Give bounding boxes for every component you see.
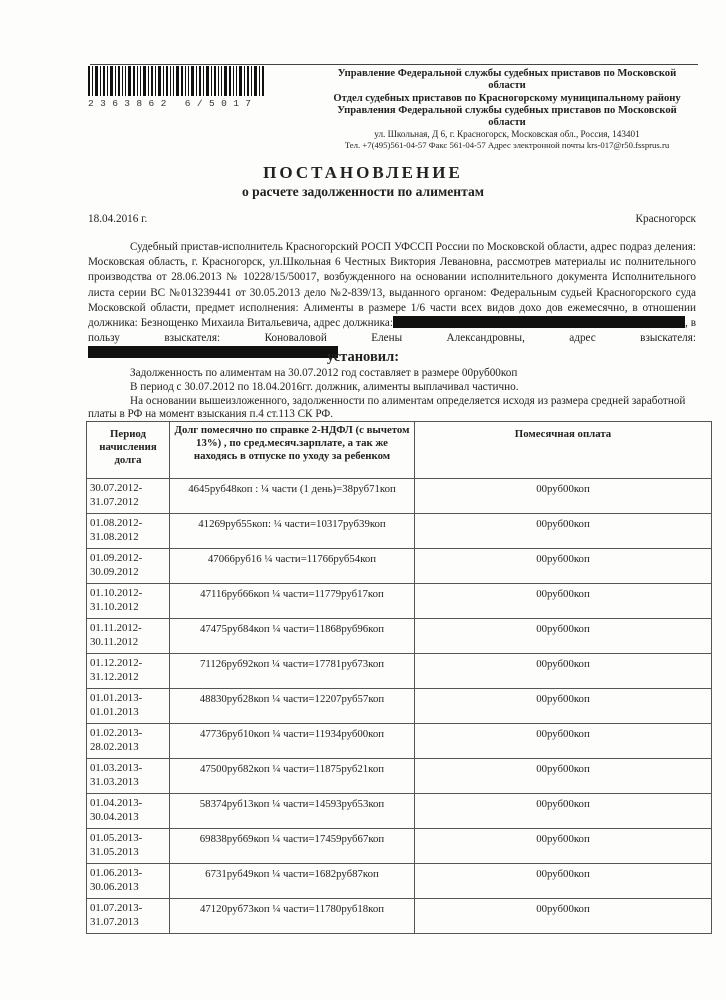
debt-table: [86, 421, 712, 934]
debt-cell: 47736руб10коп ¼ части=11934руб00коп: [170, 724, 415, 759]
debt-cell: 6731руб49коп ¼ части=1682руб87коп: [170, 864, 415, 899]
payment-cell: 00руб00коп: [415, 549, 712, 584]
header-contacts: Тел. +7(495)561-04-57 Факс 561-04-57 Адрес электронной почты krs-017@r50.fssprus.ru: [344, 140, 670, 150]
table-row: [87, 864, 712, 899]
barcode-number: 2363862 6/5017: [88, 98, 258, 109]
period-cell: 01.08.2012-31.08.2012: [87, 514, 170, 549]
table-row: [87, 794, 712, 829]
barcode-image: [88, 66, 264, 96]
payment-cell: 00руб00коп: [415, 759, 712, 794]
period-cell: 01.04.2013-30.04.2013: [87, 794, 170, 829]
table-row: [87, 549, 712, 584]
redacted-block: [393, 316, 507, 328]
debt-cell: 4645руб48коп : ¼ части (1 день)=38руб71коп: [170, 479, 415, 514]
debt-cell: 69838руб69коп ¼ части=17459руб67коп: [170, 829, 415, 864]
period-cell: 01.07.2013-31.07.2013: [87, 899, 170, 934]
table-row: [87, 759, 712, 794]
payment-cell: 00руб00коп: [415, 794, 712, 829]
header-org-line-2: области: [488, 80, 526, 91]
period-cell: 01.09.2012-30.09.2012: [87, 549, 170, 584]
payment-cell: 00руб00коп: [415, 724, 712, 759]
section-heading-ustanovil: установил:: [326, 349, 400, 365]
debt-cell: 48830руб28коп ¼ части=12207руб57коп: [170, 689, 415, 724]
debt-cell: 47116руб66коп ¼ части=11779руб17коп: [170, 584, 415, 619]
table-header-payment: Помесячная оплата: [415, 422, 712, 479]
basis-statement: На основании вышеизложенного, задолженности по алиментам определяется исходя из размера средней заработной платы в РФ на момент взыскания п.4 ст.113 СК РФ.: [88, 394, 686, 421]
payment-cell: 00руб00коп: [415, 514, 712, 549]
period-cell: 01.01.2013-01.01.2013: [87, 689, 170, 724]
table-header-period: Период начисления долга: [87, 422, 170, 479]
period-statement: В период с 30.07.2012 по 18.04.2016гг. должник, алименты выплачивал частично.: [130, 380, 519, 393]
header-org-line-3: Отдел судебных приставов по Красногорскому муниципальному району: [333, 93, 681, 104]
payment-cell: 00руб00коп: [415, 619, 712, 654]
debt-cell: 71126руб92коп ¼ части=17781руб73коп: [170, 654, 415, 689]
payment-cell: 00руб00коп: [415, 654, 712, 689]
debt-cell: 41269руб55коп: ¼ части=10317руб39коп: [170, 514, 415, 549]
table-row: [87, 899, 712, 934]
period-cell: 01.03.2013-31.03.2013: [87, 759, 170, 794]
paragraph-1-part-2: , в пользу взыскателя: Коноваловой Елены Александровны, адрес взыскателя:: [88, 317, 696, 345]
table-header-row: [87, 422, 712, 479]
table-header-debt: Долг помесячно по справке 2-НДФЛ (с вычетом 13%) , по сред.месяч.зарплате, а так же находясь в отпуске по уходу за ребенком: [170, 422, 415, 479]
debt-cell: 47475руб84коп ¼ части=11868руб96коп: [170, 619, 415, 654]
table-row: [87, 479, 712, 514]
debt-cell: 58374руб13коп ¼ части=14593руб53коп: [170, 794, 415, 829]
debt-cell: 47500руб82коп ¼ части=11875руб21коп: [170, 759, 415, 794]
header-address: ул. Школьная, Д 6, г. Красногорск, Московская обл., Россия, 143401: [374, 129, 640, 139]
debt-cell: 47066руб16 ¼ части=11766руб54коп: [170, 549, 415, 584]
period-cell: 01.12.2012-31.12.2012: [87, 654, 170, 689]
debt-cell: 47120руб73коп ¼ части=11780руб18коп: [170, 899, 415, 934]
payment-cell: 00руб00коп: [415, 829, 712, 864]
table-row: [87, 829, 712, 864]
period-cell: 01.10.2012-31.10.2012: [87, 584, 170, 619]
body-paragraph-1: [88, 240, 696, 362]
table-row: [87, 654, 712, 689]
document-city: Красногорск: [635, 213, 696, 225]
header-divider: [90, 64, 698, 65]
paragraph-1-part-1: Судебный пристав-исполнитель Красногорский РОСП УФССП России по Московской области, адрес подраз деления: Московская область, г. Красногорск, ул.Школьная 6 Честных Виктория Левановна, рассмотрев материалы ис полнительного производства от 28.06.2013 № 10228/15/50017, возбужденного на основании исполнительного документа Исполнительного листа серии ВС №013239441 от 30.05.2013 дело №2-839/13, выданного органом: Федеральным судьей Красногорского суда Московской области, предмет исполнения: Алименты в размере 1/6 части всех видов дохо дов ежемесячно, в отношении должника: Безнощенко Михаила Витальевича, адрес должника:: [88, 241, 696, 330]
table-row: [87, 724, 712, 759]
period-cell: 01.02.2013-28.02.2013: [87, 724, 170, 759]
redacted-block-2: [507, 316, 685, 328]
payment-cell: 00руб00коп: [415, 864, 712, 899]
header-org-line-4: Управления Федеральной службы судебных приставов по Московской: [337, 105, 677, 116]
period-cell: 30.07.2012-31.07.2012: [87, 479, 170, 514]
period-cell: 01.11.2012-30.11.2012: [87, 619, 170, 654]
table-row: [87, 619, 712, 654]
payment-cell: 00руб00коп: [415, 584, 712, 619]
table-row: [87, 689, 712, 724]
document-subtitle: о расчете задолженности по алиментам: [241, 184, 485, 199]
payment-cell: 00руб00коп: [415, 899, 712, 934]
body-paragraph-2: [88, 367, 696, 422]
debt-statement: Задолженность по алиментам на 30.07.2012 год составляет в размере 00руб00коп: [130, 367, 518, 379]
payment-cell: 00руб00коп: [415, 479, 712, 514]
document-date: 18.04.2016 г.: [88, 213, 148, 225]
payment-cell: 00руб00коп: [415, 689, 712, 724]
period-cell: 01.06.2013-30.06.2013: [87, 864, 170, 899]
table-row: [87, 584, 712, 619]
header-org-line-1: Управление Федеральной службы судебных приставов по Московской: [337, 68, 677, 79]
header-org-line-5: области: [488, 117, 526, 128]
period-cell: 01.05.2013-31.05.2013: [87, 829, 170, 864]
table-row: [87, 514, 712, 549]
document-title: ПОСТАНОВЛЕНИЕ: [263, 163, 463, 182]
